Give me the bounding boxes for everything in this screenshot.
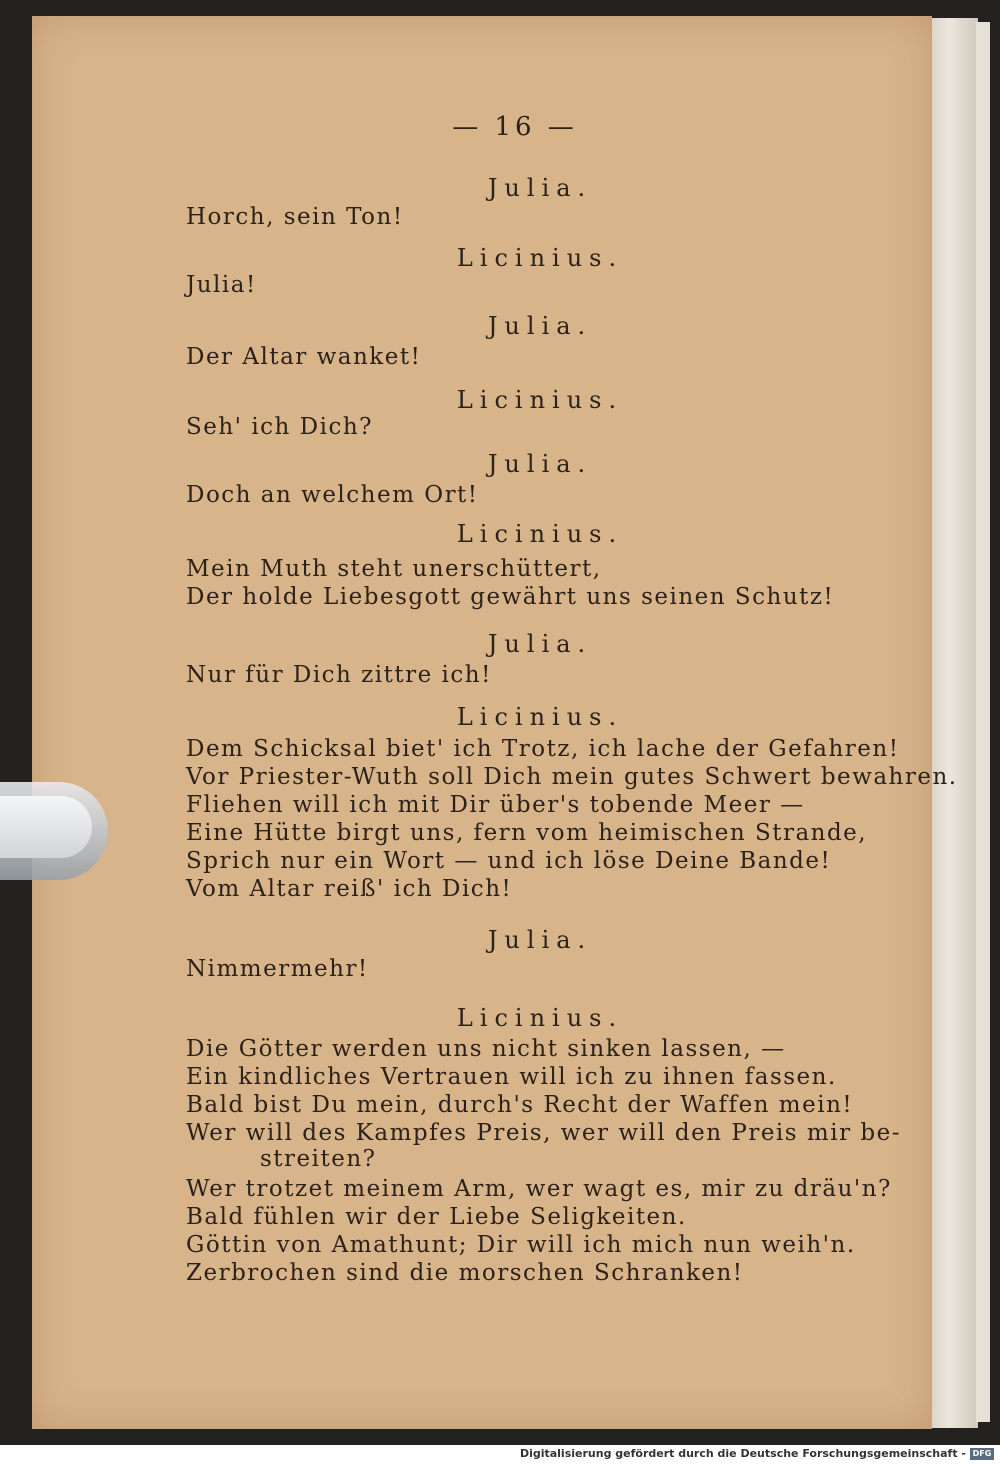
verse-line: Horch, sein Ton! [186, 204, 404, 230]
speaker-name: Licinius. [456, 1004, 624, 1032]
verse-line: Nimmermehr! [186, 956, 369, 982]
verse-line: Der holde Liebesgott gewährt uns seinen Schutz! [186, 584, 835, 610]
page-number: — 16 — [452, 112, 578, 142]
verse-line: Mein Muth steht unerschüttert, [186, 556, 602, 582]
speaker-name: Julia. [487, 312, 593, 340]
funding-credit: Digitalisierung gefördert durch die Deutsche Forschungsgemeinschaft - [519, 1447, 966, 1460]
verse-line: Der Altar wanket! [186, 344, 422, 370]
verse-line: Ein kindliches Vertrauen will ich zu ihnen fassen. [186, 1064, 837, 1090]
verse-line: Nur für Dich zittre ich! [186, 662, 492, 688]
verse-line: Seh' ich Dich? [186, 414, 373, 440]
verse-line: Zerbrochen sind die morschen Schranken! [186, 1260, 744, 1286]
speaker-name: Licinius. [456, 244, 624, 272]
verse-line: Bald bist Du mein, durch's Recht der Waffen mein! [186, 1092, 854, 1118]
speaker-name: Licinius. [456, 386, 624, 414]
verse-line: Sprich nur ein Wort — und ich löse Deine Bande! [186, 848, 832, 874]
speaker-name: Licinius. [456, 520, 624, 548]
verse-line: Vom Altar reiß' ich Dich! [186, 876, 513, 902]
verse-line: Göttin von Amathunt; Dir will ich mich nun weih'n. [186, 1232, 856, 1258]
verse-line: Doch an welchem Ort! [186, 482, 479, 508]
speaker-name: Julia. [487, 926, 593, 954]
verse-line: Wer trotzet meinem Arm, wer wagt es, mir zu dräu'n? [186, 1176, 892, 1202]
verse-line: Fliehen will ich mit Dir über's tobende Meer — [186, 792, 805, 818]
verse-line: Bald fühlen wir der Liebe Seligkeiten. [186, 1204, 687, 1230]
dfg-logo: DFG [970, 1448, 994, 1460]
verse-line: Dem Schicksal biet' ich Trotz, ich lache der Gefahren! [186, 736, 900, 762]
speaker-name: Julia. [487, 450, 593, 478]
speaker-name: Julia. [487, 174, 593, 202]
verse-line: Julia! [186, 272, 257, 298]
speaker-name: Julia. [487, 630, 593, 658]
verse-line: Die Götter werden uns nicht sinken lassen, — [186, 1036, 786, 1062]
verse-line: Eine Hütte birgt uns, fern vom heimischen Strande, [186, 820, 868, 846]
verse-line: Wer will des Kampfes Preis, wer will den Preis mir be- [186, 1120, 901, 1146]
verse-line: streiten? [260, 1146, 377, 1172]
verse-line: Vor Priester-Wuth soll Dich mein gutes Schwert bewahren. [186, 764, 958, 790]
speaker-name: Licinius. [456, 703, 624, 731]
